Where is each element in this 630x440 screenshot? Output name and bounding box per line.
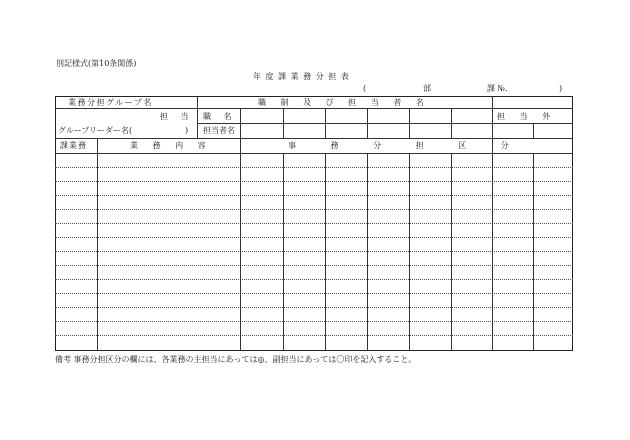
col-rule-staff-3 — [367, 108, 368, 138]
form-title: 年 度 課 業 務 分 担 表 — [253, 72, 350, 81]
tantogai-label: 担 当 外 — [497, 112, 551, 121]
body-row-line — [55, 181, 573, 182]
col-rule-staff-2 — [325, 108, 326, 138]
form-caption: 別記様式(第10条関係) — [56, 59, 137, 68]
body-row-line — [55, 335, 573, 336]
col-rule-last — [533, 123, 534, 138]
body-row-line — [55, 195, 573, 196]
col-rule-staff-2-body — [325, 153, 326, 351]
col-rule-staff-1 — [283, 108, 284, 138]
col-rule-tantogai — [492, 96, 493, 351]
header-rule-3 — [55, 138, 573, 139]
jimu-buntan-column-header: 事 務 分 担 区 分 — [288, 141, 509, 150]
body-row-line — [55, 251, 573, 252]
col-rule-staff-5 — [451, 108, 452, 138]
col-rule-staff-1-body — [283, 153, 284, 351]
col-rule-staff-3-body — [367, 153, 368, 351]
col-rule-naiyo — [240, 108, 241, 351]
footnote: 備考 事務分担区分の欄には、各業務の主担当にあっては◎、副担当にあっては〇印を記入すること。 — [55, 355, 417, 364]
shokumei-label: 職 名 — [203, 112, 232, 121]
tanto-label: 担 当 — [160, 112, 189, 121]
header-rule-2 — [197, 123, 573, 124]
body-row-line — [55, 307, 573, 308]
body-row-line — [55, 265, 573, 266]
col-rule-staff-5-body — [451, 153, 452, 351]
body-row-line — [55, 167, 573, 168]
dept-bu-label: 部 — [423, 84, 431, 93]
dept-ka-no-label: 課 №. — [487, 84, 508, 93]
kagyomu-column-header: 課業務 — [60, 141, 87, 150]
group-leader-label: グループリーダー名( — [58, 126, 133, 135]
col-rule-last-body — [533, 153, 534, 351]
body-row-line — [55, 209, 573, 210]
body-row-line — [55, 293, 573, 294]
body-row-line — [55, 237, 573, 238]
col-rule-kagyomu — [97, 138, 98, 351]
body-row-line — [55, 279, 573, 280]
col-rule-staff-4 — [409, 108, 410, 138]
col-rule-group — [197, 96, 198, 138]
dept-open-paren: ( — [363, 84, 367, 93]
col-rule-staff-4-body — [409, 153, 410, 351]
header-rule-4 — [55, 153, 573, 154]
group-name-label: 業務分担グループ名 — [68, 98, 153, 107]
shokusei-tantosha-label: 職 制 及 び 担 当 者 名 — [258, 98, 424, 107]
body-row-line — [55, 223, 573, 224]
group-leader-close: ) — [185, 126, 189, 135]
dept-close-paren: ) — [559, 84, 563, 93]
tantosha-name-label: 担当者名 — [203, 126, 235, 135]
gyomu-naiyo-column-header: 業 務 内 容 — [130, 141, 206, 150]
header-rule-1 — [55, 108, 573, 109]
body-row-line — [55, 321, 573, 322]
